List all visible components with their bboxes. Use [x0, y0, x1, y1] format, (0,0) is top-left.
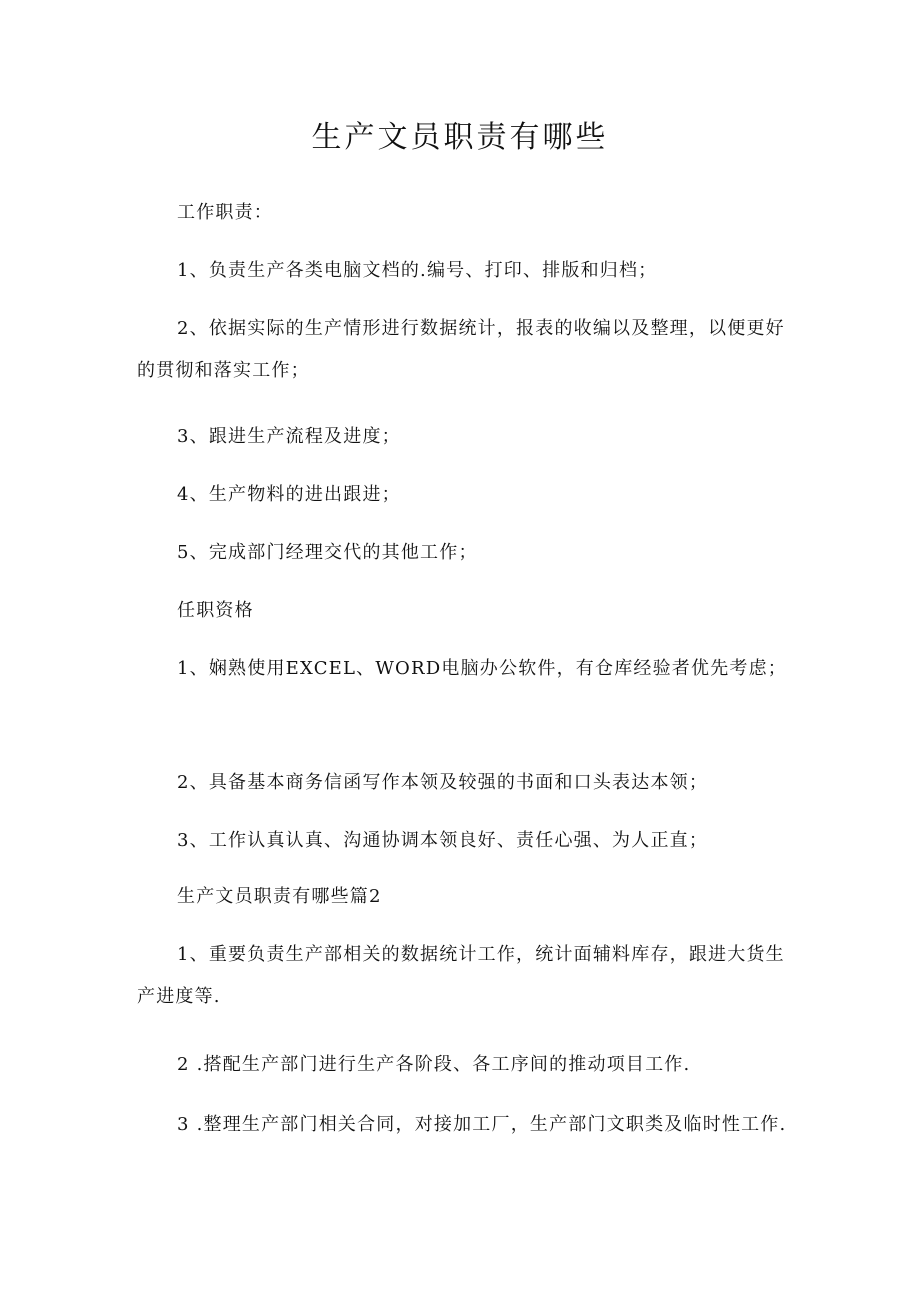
page-title: 生产文员职责有哪些: [311, 120, 609, 155]
paragraph-qualification-3: 3、工作认真认真、沟通协调本领良好、责任心强、为人正直；: [177, 830, 709, 851]
paragraph-duty-3: 3、跟进生产流程及进度；: [177, 426, 401, 447]
section-heading-part-2: 生产文员职责有哪些篇2: [177, 886, 382, 907]
paragraph-duty-5: 5、完成部门经理交代的其他工作；: [177, 542, 478, 563]
paragraph-duty-1: 1、负责生产各类电脑文档的.编号、打印、排版和归档；: [177, 260, 658, 281]
paragraph-part2-item-1: 1、重要负责生产部相关的数据统计工作，统计面辅料库存，跟进大货生产进度等.: [137, 944, 785, 1007]
paragraph-duty-4: 4、生产物料的进出跟进；: [177, 484, 401, 505]
paragraph-duty-2: 2、依据实际的生产情形进行数据统计，报表的收编以及整理，以便更好的贯彻和落实工作；: [137, 318, 785, 381]
paragraph-part2-item-3: 3 .整理生产部门相关合同，对接加工厂，生产部门文职类及临时性工作.: [177, 1114, 787, 1135]
paragraph-qualification-2: 2、具备基本商务信函写作本领及较强的书面和口头表达本领；: [177, 772, 709, 793]
paragraph-part2-item-2: 2 .搭配生产部门进行生产各阶段、各工序间的推动项目工作.: [177, 1054, 691, 1075]
paragraph-duties-heading: 工作职责：: [177, 202, 273, 223]
paragraph-qualifications-heading: 任职资格: [177, 600, 254, 621]
paragraph-qualification-1: 1、娴熟使用EXCEL、WORD电脑办公软件，有仓库经验者优先考虑；: [177, 658, 787, 679]
